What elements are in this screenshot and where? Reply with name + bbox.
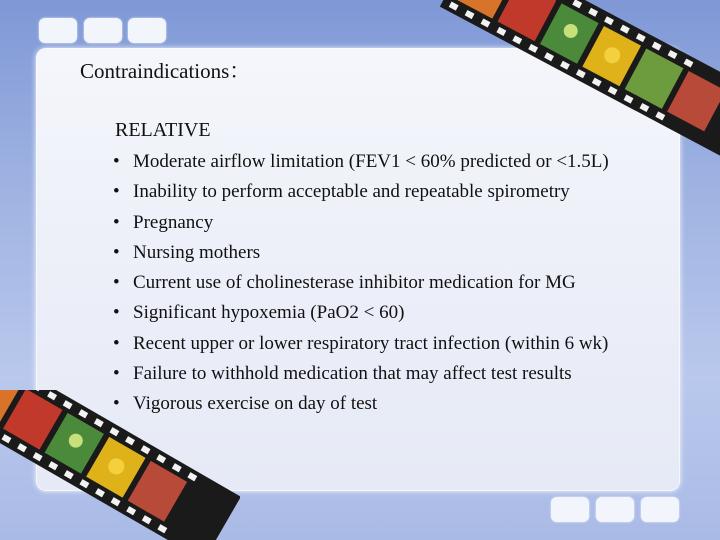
bullet-icon: •	[113, 393, 120, 415]
list-item	[113, 149, 609, 179]
bullet-icon: •	[113, 272, 120, 294]
bullet-icon: •	[113, 151, 120, 172]
contraindication-list	[113, 149, 609, 422]
section-label: RELATIVE	[115, 119, 211, 141]
list-item	[113, 331, 609, 361]
list-item	[113, 240, 609, 270]
list-item	[113, 300, 609, 330]
decor-tab	[39, 18, 77, 43]
bullet-icon: •	[113, 211, 120, 233]
decor-tab	[128, 18, 166, 43]
decor-tab	[84, 18, 122, 43]
decor-tab	[551, 497, 589, 522]
bullet-icon: •	[113, 332, 120, 354]
list-item	[113, 210, 609, 240]
slide-title: Contraindications：	[80, 59, 251, 83]
list-item-text: Vigorous exercise on day of test	[133, 393, 378, 415]
list-item	[113, 361, 609, 391]
list-item-text: Significant hypoxemia (PaO2 < 60)	[133, 302, 405, 324]
list-item	[113, 179, 609, 209]
list-item-text: Pregnancy	[133, 211, 214, 233]
bullet-icon: •	[113, 363, 120, 385]
list-item-text: Inability to perform acceptable and repeatable spirometry	[133, 181, 570, 203]
list-item-text: Nursing mothers	[133, 241, 261, 263]
bullet-icon: •	[113, 181, 120, 203]
decor-tab	[596, 497, 634, 522]
list-item-text: Recent upper or lower respiratory tract infection (within 6 wk)	[133, 332, 609, 354]
bullet-icon: •	[113, 241, 120, 263]
film-strip-top-right	[420, 0, 720, 170]
list-item-text: Moderate airflow limitation (FEV1 < 60% predicted or <1.5L)	[133, 151, 609, 172]
list-item	[113, 270, 609, 300]
list-item-text: Current use of cholinesterase inhibitor medication for MG	[133, 272, 576, 294]
decor-tab	[641, 497, 679, 522]
list-item-text: Failure to withhold medication that may affect test results	[133, 363, 572, 385]
bullet-icon: •	[113, 302, 120, 324]
list-item	[113, 391, 609, 421]
